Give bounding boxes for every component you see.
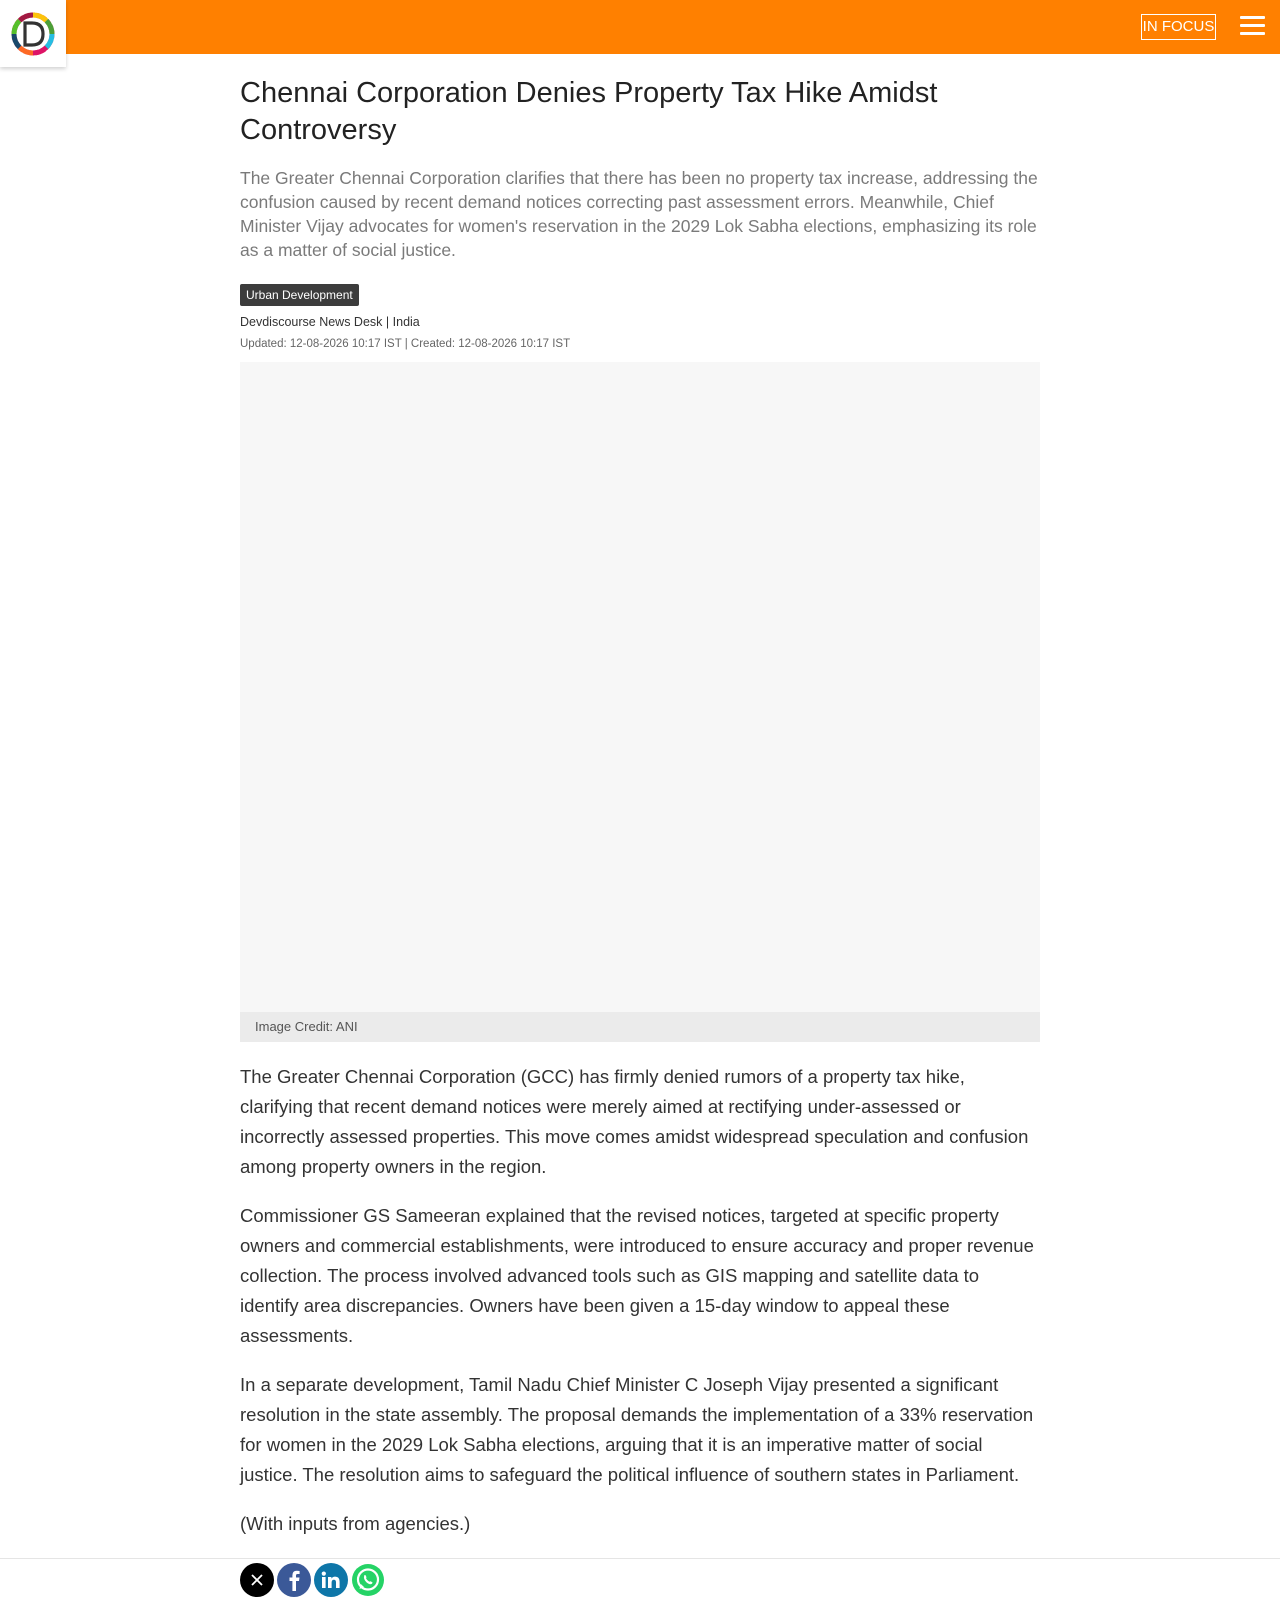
byline (240, 314, 420, 330)
linkedin-glyph-icon (321, 1571, 341, 1589)
top-navbar (0, 0, 1280, 54)
x-icon[interactable] (240, 1563, 274, 1597)
whatsapp-icon[interactable] (351, 1563, 385, 1597)
article-paragraph: The Greater Chennai Corporation (GCC) has firmly denied rumors of a property tax hike, clarifying that recent demand notices were merely aimed at rectifying under-assessed or incorrectly assessed properties. This move comes amidst widespread speculation and confusion among property owners in the region. (240, 1066, 1029, 1177)
share-bar (0, 1558, 1280, 1600)
article-image (240, 362, 1040, 1042)
whatsapp-glyph-icon (351, 1563, 385, 1597)
site-logo[interactable] (0, 0, 66, 67)
in-focus-button[interactable]: IN FOCUS (1141, 14, 1216, 40)
article-dates: Updated: 12-08-2026 10:17 IST | Created: 12-08-2026 10:17 IST (240, 338, 571, 350)
article-paragraph: Commissioner GS Sameeran explained that the revised notices, targeted at specific property owners and commercial establishments, were introduced to ensure accuracy and proper revenue collection. The process involved advanced tools such as GIS mapping and satellite data to identify area discrepancies. Owners have been given a 15-day window to appeal these assessments. (240, 1205, 1034, 1346)
image-credit: Image Credit: ANI (240, 1012, 1040, 1042)
x-glyph-icon (250, 1573, 264, 1587)
facebook-icon[interactable] (277, 1563, 311, 1597)
linkedin-icon[interactable] (314, 1563, 348, 1597)
byline-separator: | (385, 315, 390, 329)
devdiscourse-logo-icon (10, 11, 56, 57)
category-tag[interactable]: Urban Development (240, 284, 359, 306)
facebook-glyph-icon (285, 1569, 303, 1591)
article-paragraph: (With inputs from agencies.) (240, 1513, 471, 1534)
article-body (240, 1062, 1040, 1558)
author-link[interactable]: Devdiscourse News Desk (240, 315, 383, 329)
article-paragraph: In a separate development, Tamil Nadu Chief Minister C Joseph Vijay presented a significant resolution in the state assembly. The proposal demands the implementation of a 33% reservation for women in the 2029 Lok Sabha elections, arguing that it is an imperative matter of social justice. The resolution aims to safeguard the political influence of southern states in Parliament. (240, 1374, 1034, 1485)
share-buttons (240, 1563, 385, 1597)
hamburger-menu-icon[interactable] (1240, 13, 1266, 39)
location-link[interactable]: India (392, 315, 420, 329)
article-summary: The Greater Chennai Corporation clarifies that there has been no property tax increase, addressing the confusion caused by recent demand notices correcting past assessment errors. Meanwhile, Chief Minister Vijay advocates for women's reservation in the 2029 Lok Sabha elections, emphasizing its role as a matter of social justice. (240, 168, 1038, 260)
article-title: Chennai Corporation Denies Property Tax Hike Amidst Controversy (240, 77, 938, 146)
